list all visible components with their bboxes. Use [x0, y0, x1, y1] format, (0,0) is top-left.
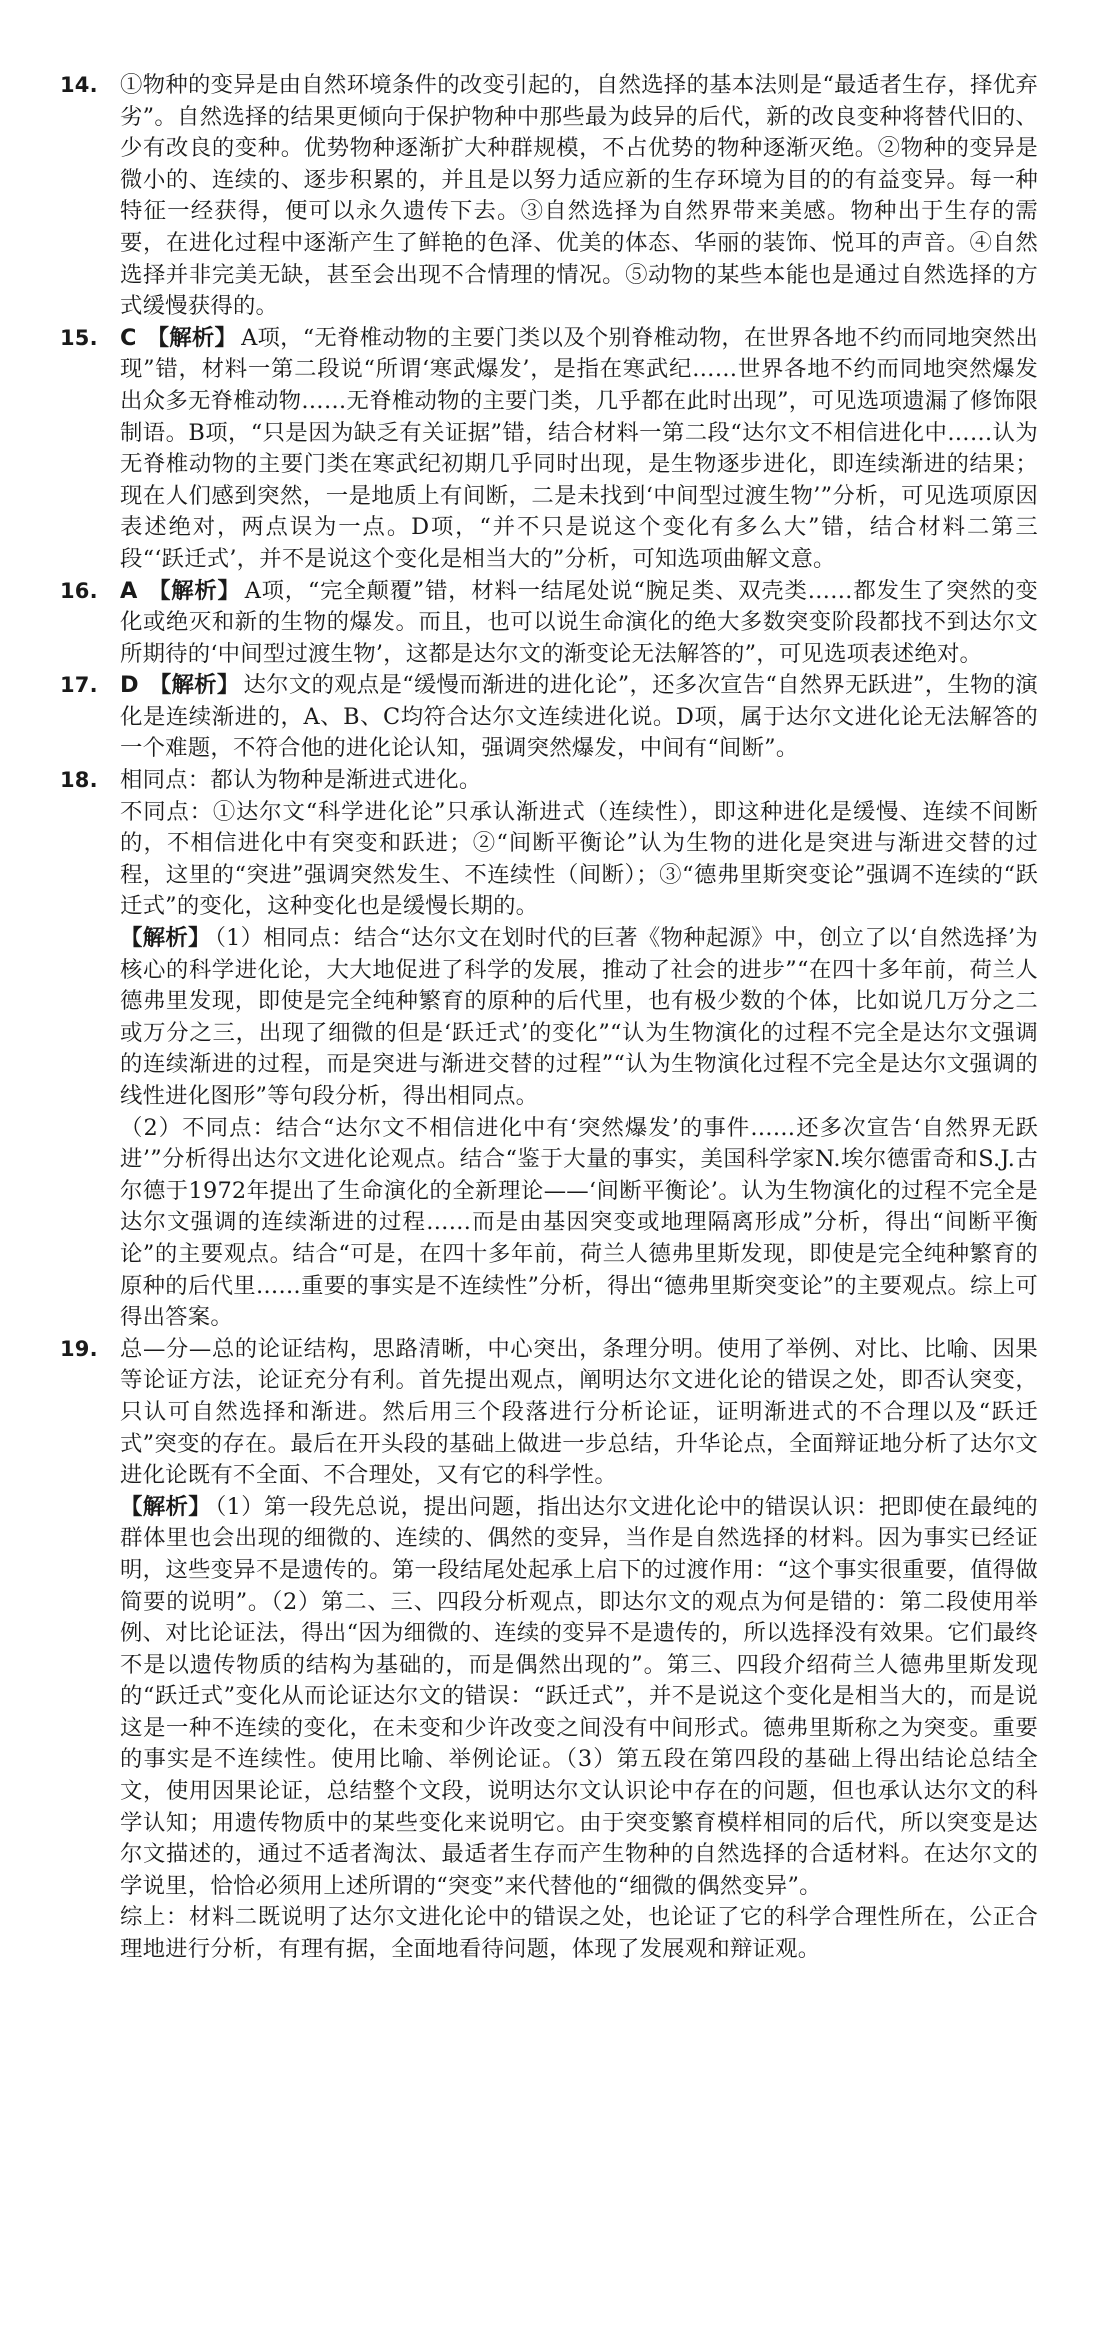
question-number: 18. — [60, 768, 98, 793]
analysis-paragraph — [120, 1492, 1038, 1903]
answer-paragraph — [120, 670, 1038, 765]
question-19 — [60, 1334, 1038, 1966]
answer-paragraph — [120, 797, 1038, 923]
answer-paragraph — [120, 765, 1038, 797]
analysis-tag: 【解析】 — [148, 672, 240, 699]
paragraph-text: 综上：材料二既说明了达尔文进化论中的错误之处，也论证了它的科学合理性所在，公正合理地进行分析，有理有据，全面地看待问题，体现了发展观和辩证观。 — [120, 1904, 1038, 1963]
question-number: 16. — [60, 578, 98, 603]
question-15 — [60, 323, 1038, 576]
paragraph-text: 总—分—总的论证结构，思路清晰，中心突出，条理分明。使用了举例、对比、比喻、因果等论证方法，论证充分有利。首先提出观点，阐明达尔文进化论的错误之处，即否认突变，只认可自然选择和渐进。然后用三个段落进行分析论证，证明渐进式的不合理以及“跃迁式”突变的存在。最后在开头段的基础上做进一步总结，升华论点，全面辩证地分析了达尔文进化论既有不全面、不合理处，又有它的科学性。 — [120, 1335, 1038, 1489]
answer-choice: D — [120, 672, 139, 699]
paragraph-text: 达尔文的观点是“缓慢而渐进的进化论”，还多次宣告“自然界无跃进”，生物的演化是连续渐进的，A、B、C均符合达尔文连续进化说。D项，属于达尔文进化论无法解答的一个难题，不符合他的进化论认知，强调突然爆发，中间有“间断”。 — [120, 672, 1038, 762]
analysis-tag: 【解析】 — [146, 324, 238, 351]
question-18 — [60, 765, 1038, 1334]
paragraph-text: （1）第一段先总说，提出问题，指出达尔文进化论中的错误认识：把即使在最纯的群体里也会出现的细微的、连续的、偶然的变异，当作是自然选择的材料。因为事实已经证明，这些变异不是遗传的。第一段结尾处起承上启下的过渡作用：“这个事实很重要，值得做简要的说明”。（2）第二、三、四段分析观点，即达尔文的观点为何是错的：第二段使用举例、对比论证法，得出“因为细微的、连续的变异不是遗传的，所以选择没有效果。它们最终不是以遗传物质的结构为基础的，而是偶然出现的”。第三、四段介绍荷兰人德弗里斯发现的“跃迁式”变化从而论证达尔文的错误：“跃迁式”，并不是说这个变化是相当大的，而是说这是一种不连续的变化，在未变和少许改变之间没有中间形式。德弗里斯称之为突变。重要的事实是不连续性。使用比喻、举例论证。（3）第五段在第四段的基础上得出结论总结全文，使用因果论证，总结整个文段，说明达尔文认识论中存在的问题，但也承认达尔文的科学认知；用遗传物质中的某些变化来说明它。由于突变繁育模样相同的后代，所以突变是达尔文描述的，通过不适者淘汰、最适者生存而产生物种的自然选择的合适材料。在达尔文的学说里，恰恰必须用上述所谓的“突变”来代替他的“细微的偶然变异”。 — [120, 1493, 1038, 1899]
question-number: 15. — [60, 325, 98, 350]
paragraph-text: 相同点：都认为物种是渐进式进化。 — [120, 767, 482, 794]
summary-paragraph — [120, 1902, 1038, 1965]
analysis-paragraph — [120, 1113, 1038, 1334]
question-17 — [60, 670, 1038, 765]
answer-paragraph — [120, 576, 1038, 671]
answer-paragraph — [120, 70, 1038, 323]
analysis-tag: 【解析】 — [147, 577, 241, 604]
paragraph-text: A项，“无脊椎动物的主要门类以及个别脊椎动物，在世界各地不约而同地突然出现”错，材料一第二段说“所谓‘寒武爆发’，是指在寒武纪……世界各地不约而同地突然爆发出众多无脊椎动物……无脊椎动物的主要门类，几乎都在此时出现”，可见选项遗漏了修饰限制语。B项，“只是因为缺乏有关证据”错，结合材料一第二段“达尔文不相信进化中……认为无脊椎动物的主要门类在寒武纪初期几乎同时出现，是生物逐步进化，即连续渐进的结果；现在人们感到突然，一是地质上有间断，二是未找到‘中间型过渡生物’”分析，可见选项原因表述绝对，两点误为一点。D项，“并不只是说这个变化有多么大”错，结合材料二第三段“‘跃迁式’，并不是说这个变化是相当大的”分析，可知选项曲解文意。 — [120, 324, 1038, 572]
analysis-tag: 【解析】 — [120, 1493, 212, 1520]
question-number: 14. — [60, 73, 98, 97]
question-14 — [60, 70, 1038, 323]
answer-paragraph — [120, 323, 1038, 576]
answer-choice: A — [120, 577, 138, 604]
question-number: 19. — [60, 1336, 98, 1361]
paragraph-text: （1）相同点：结合“达尔文在划时代的巨著《物种起源》中，创立了以‘自然选择’为核心的科学进化论，大大地促进了科学的发展，推动了社会的进步”“在四十多年前，荷兰人德弗里发现，即使是完全纯种繁育的原种的后代里，也有极少数的个体，比如说几万分之二或万分之三，出现了细微的但是‘跃迁式’的变化”“认为生物演化的过程不完全是达尔文强调的连续渐进的过程，而是突进与渐进交替的过程”“认为生物演化过程不完全是达尔文强调的线性进化图形”等句段分析，得出相同点。 — [120, 925, 1038, 1109]
paragraph-text: 不同点：①达尔文“科学进化论”只承认渐进式（连续性），即这种进化是缓慢、连续不间断的，不相信进化中有突变和跃进；②“间断平衡论”认为生物的进化是突进与渐进交替的过程，这里的“突进”强调突然发生、不连续性（间断）；③“德弗里斯突变论”强调不连续的“跃迁式”的变化，这种变化也是缓慢长期的。 — [120, 798, 1038, 920]
question-16 — [60, 576, 1038, 671]
answer-paragraph — [120, 1334, 1038, 1492]
paragraph-text: A项，“完全颠覆”错，材料一结尾处说“腕足类、双壳类……都发生了突然的变化或绝灭和新的生物的爆发。而且，也可以说生命演化的绝大多数突变阶段都找不到达尔文所期待的‘中间型过渡生物’，这都是达尔文的渐变论无法解答的”，可见选项表述绝对。 — [120, 577, 1038, 667]
answer-choice: C — [120, 324, 137, 351]
analysis-paragraph — [120, 923, 1038, 1113]
question-number: 17. — [60, 673, 98, 698]
paragraph-text: ①物种的变异是由自然环境条件的改变引起的，自然选择的基本法则是“最适者生存，择优弃劣”。自然选择的结果更倾向于保护物种中那些最为歧异的后代，新的改良变种将替代旧的、少有改良的变种。优势物种逐渐扩大种群规模，不占优势的物种逐渐灭绝。②物种的变异是微小的、连续的、逐步积累的，并且是以努力适应新的生存环境为目的的有益变异。每一种特征一经获得，便可以永久遗传下去。③自然选择为自然界带来美感。物种出于生存的需要，在进化过程中逐渐产生了鲜艳的色泽、优美的体态、华丽的装饰、悦耳的声音。④自然选择并非完美无缺，甚至会出现不合情理的情况。⑤动物的某些本能也是通过自然选择的方式缓慢获得的。 — [120, 72, 1038, 320]
paragraph-text: （2）不同点：结合“达尔文不相信进化中有‘突然爆发’的事件……还多次宣告‘自然界无跃进’”分析得出达尔文进化论观点。结合“鉴于大量的事实，美国科学家N.埃尔德雷奇和S.J.古尔德于1972年提出了生命演化的全新理论——‘间断平衡论’。认为生物演化的过程不完全是达尔文强调的连续渐进的过程……而是由基因突变或地理隔离形成”分析，得出“间断平衡论”的主要观点。结合“可是，在四十多年前，荷兰人德弗里斯发现，即使是完全纯种繁育的原种的后代里……重要的事实是不连续性”分析，得出“德弗里斯突变论”的主要观点。综上可得出答案。 — [120, 1114, 1038, 1331]
analysis-tag: 【解析】 — [120, 925, 211, 952]
